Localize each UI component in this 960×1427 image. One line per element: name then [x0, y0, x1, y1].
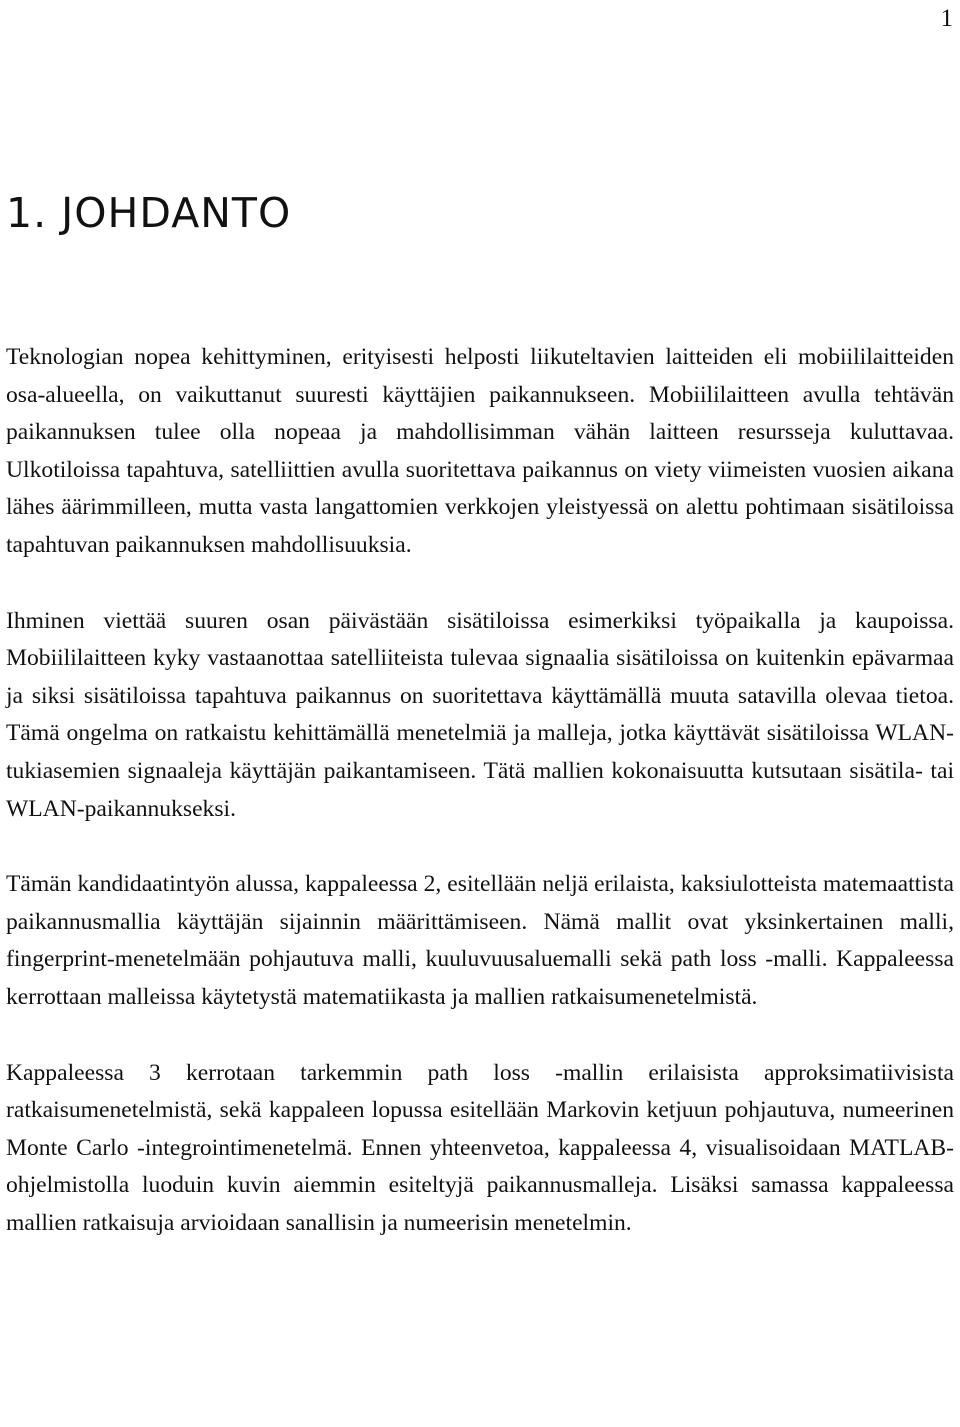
- page-number: 1: [940, 5, 953, 32]
- paragraph: Tämän kandidaatintyön alussa, kappaleessa 2, esitellään neljä erilaista, kaksiulotteista matemaattista paikannusmallia käyttäjän sijainnin määrittämiseen. Nämä mallit ovat yksinkertainen malli, fingerprint-menetelmään pohjautuva malli, kuuluvuusaluemalli sekä path loss -malli. Kappaleessa kerrottaan malleissa käytetystä matematiikasta ja mallien ratkaisumenetelmistä.: [6, 871, 954, 1010]
- paragraph: Kappaleessa 3 kerrotaan tarkemmin path loss -mallin erilaisista approksimatiivisista ratkaisumenetelmistä, sekä kappaleen lopussa esitellään Markovin ketjuun pohjautuva, numeerinen Monte Carlo -integrointimenetelmä. Ennen yhteenvetoa, kappaleessa 4, visualisoidaan MATLAB-ohjelmistolla luoduin kuvin aiemmin esiteltyjä paikannusmalleja. Lisäksi samassa kappaleessa mallien ratkaisuja arvioidaan sanallisin ja numeerisin menetelmin.: [6, 1059, 954, 1236]
- body-text: [6, 339, 954, 1242]
- paragraph: Ihminen viettää suuren osan päivästään sisätiloissa esimerkiksi työpaikalla ja kaupoissa. Mobiililaitteen kyky vastaanottaa satelliiteista tulevaa signaalia sisätiloissa on kuitenkin epävarmaa ja siksi sisätiloissa tapahtuva paikannus on suoritettava käyttämällä muuta satavilla olevaa tietoa. Tämä ongelma on ratkaistu kehittämällä menetelmiä ja malleja, jotka käyttävät sisätiloissa WLAN-tukiasemien signaaleja käyttäjän paikantamiseen. Tätä mallien kokonaisuutta kutsutaan sisätila- tai WLAN-paikannukseksi.: [6, 607, 954, 822]
- paragraph: Teknologian nopea kehittyminen, erityisesti helposti liikuteltavien laitteiden eli mobiililaitteiden osa-alueella, on vaikuttanut suuresti käyttäjien paikannukseen. Mobiililaitteen avulla tehtävän paikannuksen tulee olla nopeaa ja mahdollisimman vähän laitteen resursseja kuluttavaa. Ulkotiloissa tapahtuva, satelliittien avulla suoritettava paikannus on viety viimeisten vuosien aikana lähes äärimmilleen, mutta vasta langattomien verkkojen yleistyessä on alettu pohtimaan sisätiloissa tapahtuvan paikannuksen mahdollisuuksia.: [6, 344, 954, 558]
- chapter-title: 1. JOHDANTO: [6, 189, 292, 237]
